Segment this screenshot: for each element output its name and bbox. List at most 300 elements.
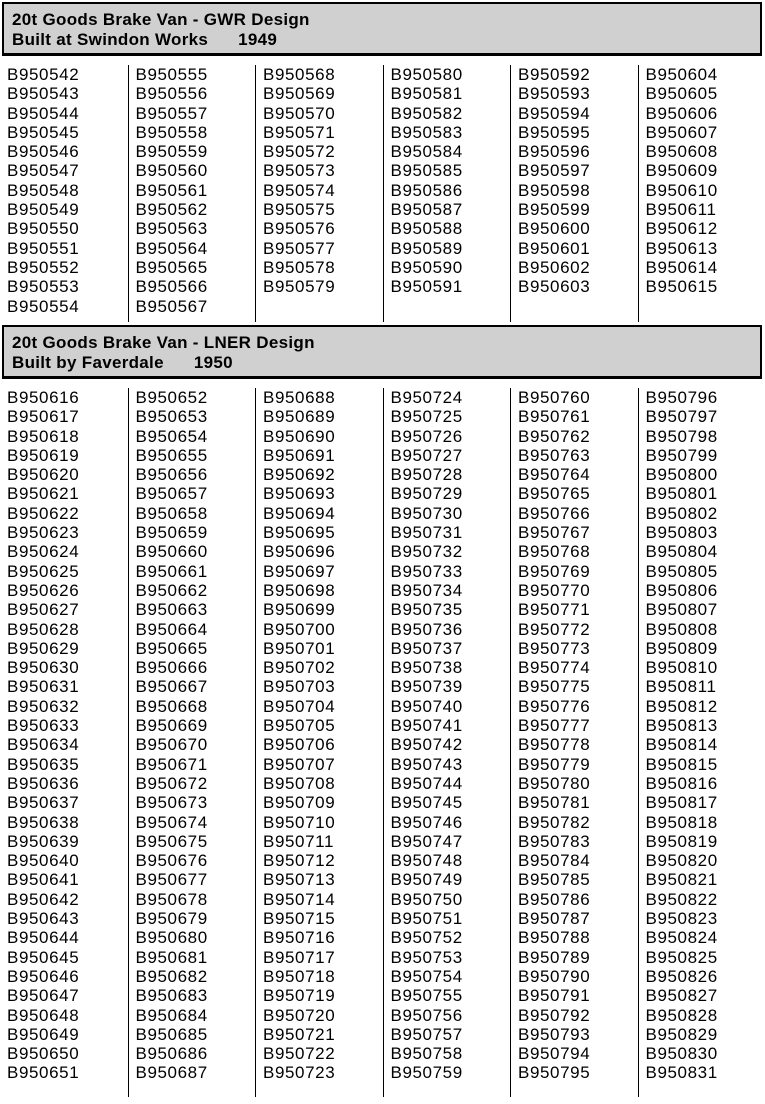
wagon-number: B950737: [390, 638, 463, 658]
wagon-number: B950689: [263, 407, 336, 427]
build-year: 1950: [193, 352, 233, 372]
wagon-number: B950715: [263, 909, 336, 929]
wagon-number: B950804: [645, 542, 718, 562]
wagon-number: B950628: [7, 619, 80, 639]
wagon-number: B950826: [645, 966, 718, 986]
wagon-number: B950647: [7, 986, 80, 1006]
wagon-number: B950659: [135, 523, 208, 543]
wagon-number: B950745: [390, 793, 463, 813]
wagon-number: B950607: [645, 122, 718, 142]
wagon-number: B950578: [263, 257, 336, 277]
number-grid-gwr: [0, 65, 765, 322]
wagon-number: B950567: [135, 296, 208, 316]
wagon-number: B950661: [135, 561, 208, 581]
wagon-number: B950754: [390, 966, 463, 986]
wagon-number: B950606: [645, 103, 718, 123]
wagon-number: B950753: [390, 947, 463, 967]
wagon-number: B950556: [135, 84, 208, 104]
wagon-number: B950581: [390, 84, 463, 104]
wagon-number: B950596: [518, 142, 591, 162]
wagon-number: B950662: [135, 580, 208, 600]
wagon-number: B950594: [518, 103, 591, 123]
wagon-number: B950757: [390, 1024, 463, 1044]
wagon-number: B950807: [645, 600, 718, 620]
wagon-number: B950741: [390, 716, 463, 736]
wagon-number: B950785: [518, 870, 591, 890]
wagon-number: B950617: [7, 407, 80, 427]
wagon-number: B950812: [645, 696, 718, 716]
wagon-number: B950728: [390, 465, 463, 485]
wagon-number: B950824: [645, 928, 718, 948]
wagon-number: B950791: [518, 986, 591, 1006]
wagon-number: B950800: [645, 465, 718, 485]
wagon-number: B950771: [518, 600, 591, 620]
wagon-number: B950570: [263, 103, 336, 123]
number-column: [510, 65, 638, 322]
wagon-number: B950719: [263, 986, 336, 1006]
wagon-number: B950643: [7, 909, 80, 929]
number-grid-lner: [0, 388, 765, 1097]
wagon-number: B950772: [518, 619, 591, 639]
wagon-number: B950784: [518, 851, 591, 871]
wagon-number: B950679: [135, 909, 208, 929]
wagon-number: B950554: [7, 296, 80, 316]
wagon-number: B950759: [390, 1063, 463, 1083]
wagon-number: B950548: [7, 180, 80, 200]
wagon-number: B950590: [390, 257, 463, 277]
wagon-number: B950620: [7, 465, 80, 485]
wagon-number: B950582: [390, 103, 463, 123]
wagon-number: B950798: [645, 426, 718, 446]
wagon-number: B950795: [518, 1063, 591, 1083]
wagon-number: B950692: [263, 465, 336, 485]
wagon-number: B950557: [135, 103, 208, 123]
wagon-number: B950744: [390, 773, 463, 793]
wagon-number: B950731: [390, 523, 463, 543]
wagon-number: B950601: [518, 238, 591, 258]
wagon-number: B950613: [645, 238, 718, 258]
wagon-number: B950779: [518, 754, 591, 774]
wagon-number: B950655: [135, 445, 208, 465]
wagon-number: B950797: [645, 407, 718, 427]
wagon-number: B950786: [518, 889, 591, 909]
wagon-number: B950766: [518, 503, 591, 523]
wagon-number: B950546: [7, 142, 80, 162]
wagon-number: B950700: [263, 619, 336, 639]
wagon-number: B950551: [7, 238, 80, 258]
wagon-number: B950623: [7, 523, 80, 543]
wagon-number: B950573: [263, 161, 336, 181]
wagon-number: B950811: [645, 677, 717, 697]
wagon-number: B950591: [390, 277, 463, 297]
wagon-number: B950793: [518, 1024, 591, 1044]
wagon-number: B950769: [518, 561, 591, 581]
wagon-number: B950610: [645, 180, 718, 200]
wagon-number: B950808: [645, 619, 718, 639]
wagon-number: B950636: [7, 773, 80, 793]
number-column: [383, 65, 511, 322]
wagon-number: B950668: [135, 696, 208, 716]
wagon-number: B950761: [518, 407, 591, 427]
wagon-number: B950718: [263, 966, 336, 986]
wagon-number: B950676: [135, 851, 208, 871]
wagon-number: B950560: [135, 161, 208, 181]
wagon-number: B950626: [7, 580, 80, 600]
wagon-number: B950720: [263, 1005, 336, 1025]
wagon-number: B950592: [518, 65, 591, 84]
wagon-number: B950685: [135, 1024, 208, 1044]
wagon-number: B950632: [7, 696, 80, 716]
wagon-number: B950614: [645, 257, 718, 277]
wagon-number: B950709: [263, 793, 336, 813]
wagon-number: B950575: [263, 200, 336, 220]
wagon-number: B950724: [390, 388, 463, 407]
wagon-number: B950716: [263, 928, 336, 948]
wagon-number: B950616: [7, 388, 80, 407]
build-year: 1949: [238, 29, 278, 49]
wagon-number: B950764: [518, 465, 591, 485]
section-header-gwr: [2, 2, 762, 56]
wagon-number: B950588: [390, 219, 463, 239]
wagon-number: B950752: [390, 928, 463, 948]
wagon-number: B950805: [645, 561, 718, 581]
wagon-number: B950749: [390, 870, 463, 890]
wagon-number: B950597: [518, 161, 591, 181]
wagon-number: B950639: [7, 831, 80, 851]
wagon-number: B950552: [7, 257, 80, 277]
wagon-number: B950635: [7, 754, 80, 774]
wagon-number: B950750: [390, 889, 463, 909]
wagon-number: B950584: [390, 142, 463, 162]
wagon-number: B950823: [645, 909, 718, 929]
wagon-number: B950706: [263, 735, 336, 755]
wagon-number: B950677: [135, 870, 208, 890]
wagon-number: B950672: [135, 773, 208, 793]
wagon-number: B950565: [135, 257, 208, 277]
wagon-number: B950604: [645, 65, 718, 84]
wagon-number: B950773: [518, 638, 591, 658]
wagon-number: B950653: [135, 407, 208, 427]
wagon-number: B950829: [645, 1024, 718, 1044]
wagon-number: B950621: [7, 484, 80, 504]
number-column: [0, 388, 128, 1097]
builder-text: Built at Swindon Works: [12, 29, 209, 49]
wagon-number: B950595: [518, 122, 591, 142]
number-column: [128, 65, 256, 322]
wagon-number: B950708: [263, 773, 336, 793]
wagon-number: B950555: [135, 65, 208, 84]
wagon-number: B950803: [645, 523, 718, 543]
wagon-number: B950781: [518, 793, 591, 813]
wagon-number: B950687: [135, 1063, 208, 1083]
wagon-number: B950657: [135, 484, 208, 504]
wagon-number: B950831: [645, 1063, 718, 1083]
wagon-number: B950625: [7, 561, 80, 581]
number-column: [383, 388, 511, 1097]
wagon-number: B950637: [7, 793, 80, 813]
wagon-number: B950768: [518, 542, 591, 562]
wagon-number: B950735: [390, 600, 463, 620]
wagon-number: B950576: [263, 219, 336, 239]
wagon-number: B950792: [518, 1005, 591, 1025]
wagon-number: B950801: [645, 484, 718, 504]
wagon-number: B950739: [390, 677, 463, 697]
wagon-number: B950698: [263, 580, 336, 600]
wagon-number: B950559: [135, 142, 208, 162]
wagon-number: B950789: [518, 947, 591, 967]
wagon-number: B950678: [135, 889, 208, 909]
wagon-number: B950710: [263, 812, 336, 832]
wagon-number: B950553: [7, 277, 80, 297]
wagon-number: B950638: [7, 812, 80, 832]
wagon-number: B950729: [390, 484, 463, 504]
section-title: 20t Goods Brake Van - LNER Design: [12, 333, 315, 352]
wagon-number: B950802: [645, 503, 718, 523]
wagon-number: B950671: [135, 754, 208, 774]
wagon-number: B950618: [7, 426, 80, 446]
section-title: 20t Goods Brake Van - GWR Design: [12, 10, 310, 29]
wagon-number: B950563: [135, 219, 208, 239]
wagon-number: B950707: [263, 754, 336, 774]
wagon-number: B950690: [263, 426, 336, 446]
wagon-number: B950816: [645, 773, 718, 793]
wagon-number: B950746: [390, 812, 463, 832]
wagon-number: B950747: [390, 831, 463, 851]
wagon-number: B950822: [645, 889, 718, 909]
wagon-number: B950599: [518, 200, 591, 220]
wagon-number: B950693: [263, 484, 336, 504]
wagon-number: B950656: [135, 465, 208, 485]
wagon-number: B950603: [518, 277, 591, 297]
wagon-number: B950549: [7, 200, 80, 220]
wagon-number: B950605: [645, 84, 718, 104]
wagon-number: B950544: [7, 103, 80, 123]
wagon-number: B950828: [645, 1005, 718, 1025]
section-header-lner: [2, 325, 762, 379]
wagon-number: B950624: [7, 542, 80, 562]
number-column: [638, 388, 765, 1097]
wagon-number: B950579: [263, 277, 336, 297]
number-column: [510, 388, 638, 1097]
wagon-number: B950813: [645, 716, 718, 736]
wagon-number: B950686: [135, 1044, 208, 1064]
wagon-number: B950725: [390, 407, 463, 427]
wagon-number: B950717: [263, 947, 336, 967]
wagon-number: B950680: [135, 928, 208, 948]
wagon-number: B950645: [7, 947, 80, 967]
wagon-number: B950669: [135, 716, 208, 736]
wagon-number: B950562: [135, 200, 208, 220]
wagon-number: B950830: [645, 1044, 718, 1064]
wagon-number: B950780: [518, 773, 591, 793]
wagon-number: B950806: [645, 580, 718, 600]
wagon-number: B950634: [7, 735, 80, 755]
wagon-number: B950760: [518, 388, 591, 407]
wagon-number: B950825: [645, 947, 718, 967]
wagon-number: B950542: [7, 65, 80, 84]
wagon-number: B950694: [263, 503, 336, 523]
wagon-number: B950627: [7, 600, 80, 620]
wagon-number: B950641: [7, 870, 80, 890]
wagon-number: B950667: [135, 677, 208, 697]
wagon-number: B950776: [518, 696, 591, 716]
wagon-number: B950609: [645, 161, 718, 181]
wagon-number: B950622: [7, 503, 80, 523]
wagon-number: B950681: [135, 947, 208, 967]
wagon-number: B950743: [390, 754, 463, 774]
wagon-number: B950691: [263, 445, 336, 465]
wagon-number: B950705: [263, 716, 336, 736]
wagon-number: B950711: [263, 831, 335, 851]
wagon-number: B950568: [263, 65, 336, 84]
wagon-number: B950586: [390, 180, 463, 200]
wagon-number: B950796: [645, 388, 718, 407]
wagon-number: B950571: [263, 122, 336, 142]
wagon-number: B950703: [263, 677, 336, 697]
wagon-number: B950727: [390, 445, 463, 465]
wagon-number: B950714: [263, 889, 336, 909]
wagon-number: B950611: [645, 200, 717, 220]
wagon-number: B950561: [135, 180, 208, 200]
wagon-number: B950733: [390, 561, 463, 581]
wagon-number: B950712: [263, 851, 336, 871]
wagon-number: B950722: [263, 1044, 336, 1064]
wagon-number: B950777: [518, 716, 591, 736]
wagon-number: B950629: [7, 638, 80, 658]
wagon-number: B950649: [7, 1024, 80, 1044]
wagon-number: B950756: [390, 1005, 463, 1025]
wagon-number: B950572: [263, 142, 336, 162]
wagon-number: B950758: [390, 1044, 463, 1064]
wagon-number: B950615: [645, 277, 718, 297]
wagon-number: B950577: [263, 238, 336, 258]
wagon-number: B950819: [645, 831, 718, 851]
wagon-number: B950673: [135, 793, 208, 813]
number-column: [255, 65, 383, 322]
number-column: [255, 388, 383, 1097]
wagon-number: B950658: [135, 503, 208, 523]
wagon-number: B950787: [518, 909, 591, 929]
wagon-number: B950821: [645, 870, 718, 890]
wagon-number: B950642: [7, 889, 80, 909]
wagon-number: B950809: [645, 638, 718, 658]
wagon-number: B950585: [390, 161, 463, 181]
wagon-number: B950734: [390, 580, 463, 600]
wagon-number: B950770: [518, 580, 591, 600]
wagon-number: B950810: [645, 658, 718, 678]
wagon-number: B950648: [7, 1005, 80, 1025]
wagon-number: B950699: [263, 600, 336, 620]
section-lner: [0, 325, 765, 1097]
wagon-number: B950778: [518, 735, 591, 755]
wagon-number: B950682: [135, 966, 208, 986]
wagon-number: B950782: [518, 812, 591, 832]
wagon-number: B950580: [390, 65, 463, 84]
wagon-number: B950697: [263, 561, 336, 581]
wagon-number: B950704: [263, 696, 336, 716]
wagon-number: B950631: [7, 677, 80, 697]
wagon-number: B950587: [390, 200, 463, 220]
wagon-number: B950583: [390, 122, 463, 142]
wagon-number: B950674: [135, 812, 208, 832]
wagon-number: B950650: [7, 1044, 80, 1064]
wagon-number: B950818: [645, 812, 718, 832]
wagon-number: B950608: [645, 142, 718, 162]
wagon-number: B950775: [518, 677, 591, 697]
wagon-number: B950702: [263, 658, 336, 678]
wagon-number: B950654: [135, 426, 208, 446]
wagon-number: B950619: [7, 445, 80, 465]
wagon-number: B950633: [7, 716, 80, 736]
wagon-number: B950651: [7, 1063, 80, 1083]
wagon-number: B950612: [645, 219, 718, 239]
wagon-number: B950652: [135, 388, 208, 407]
wagon-number: B950670: [135, 735, 208, 755]
wagon-number: B950569: [263, 84, 336, 104]
wagon-number: B950545: [7, 122, 80, 142]
wagon-number: B950566: [135, 277, 208, 297]
wagon-number: B950564: [135, 238, 208, 258]
wagon-number: B950815: [645, 754, 718, 774]
wagon-number: B950765: [518, 484, 591, 504]
section-subtitle: [12, 30, 760, 50]
wagon-number: B950664: [135, 619, 208, 639]
builder-text: Built by Faverdale: [12, 352, 164, 372]
wagon-number: B950701: [263, 638, 336, 658]
number-column: [128, 388, 256, 1097]
wagon-number: B950688: [263, 388, 336, 407]
wagon-number: B950738: [390, 658, 463, 678]
wagon-number: B950788: [518, 928, 591, 948]
wagon-number: B950790: [518, 966, 591, 986]
wagon-number: B950558: [135, 122, 208, 142]
section-subtitle: [12, 353, 760, 373]
wagon-number: B950640: [7, 851, 80, 871]
wagon-number: B950684: [135, 1005, 208, 1025]
wagon-number: B950740: [390, 696, 463, 716]
wagon-number: B950726: [390, 426, 463, 446]
wagon-number: B950736: [390, 619, 463, 639]
wagon-number: B950820: [645, 851, 718, 871]
wagon-number: B950748: [390, 851, 463, 871]
wagon-number: B950730: [390, 503, 463, 523]
wagon-number: B950774: [518, 658, 591, 678]
wagon-number: B950602: [518, 257, 591, 277]
wagon-number: B950799: [645, 445, 718, 465]
wagon-number: B950644: [7, 928, 80, 948]
wagon-number: B950755: [390, 986, 463, 1006]
wagon-number: B950814: [645, 735, 718, 755]
wagon-number: B950666: [135, 658, 208, 678]
wagon-number: B950817: [645, 793, 718, 813]
wagon-number: B950574: [263, 180, 336, 200]
wagon-number: B950723: [263, 1063, 336, 1083]
wagon-number: B950663: [135, 600, 208, 620]
wagon-number: B950827: [645, 986, 718, 1006]
wagon-number: B950794: [518, 1044, 591, 1064]
wagon-number: B950721: [263, 1024, 336, 1044]
wagon-number: B950665: [135, 638, 208, 658]
wagon-number: B950646: [7, 966, 80, 986]
wagon-number: B950783: [518, 831, 591, 851]
wagon-number: B950767: [518, 523, 591, 543]
number-column: [638, 65, 765, 322]
wagon-number: B950547: [7, 161, 80, 181]
wagon-number: B950598: [518, 180, 591, 200]
wagon-number: B950543: [7, 84, 80, 104]
number-column: [0, 65, 128, 322]
section-gwr: [0, 2, 765, 322]
